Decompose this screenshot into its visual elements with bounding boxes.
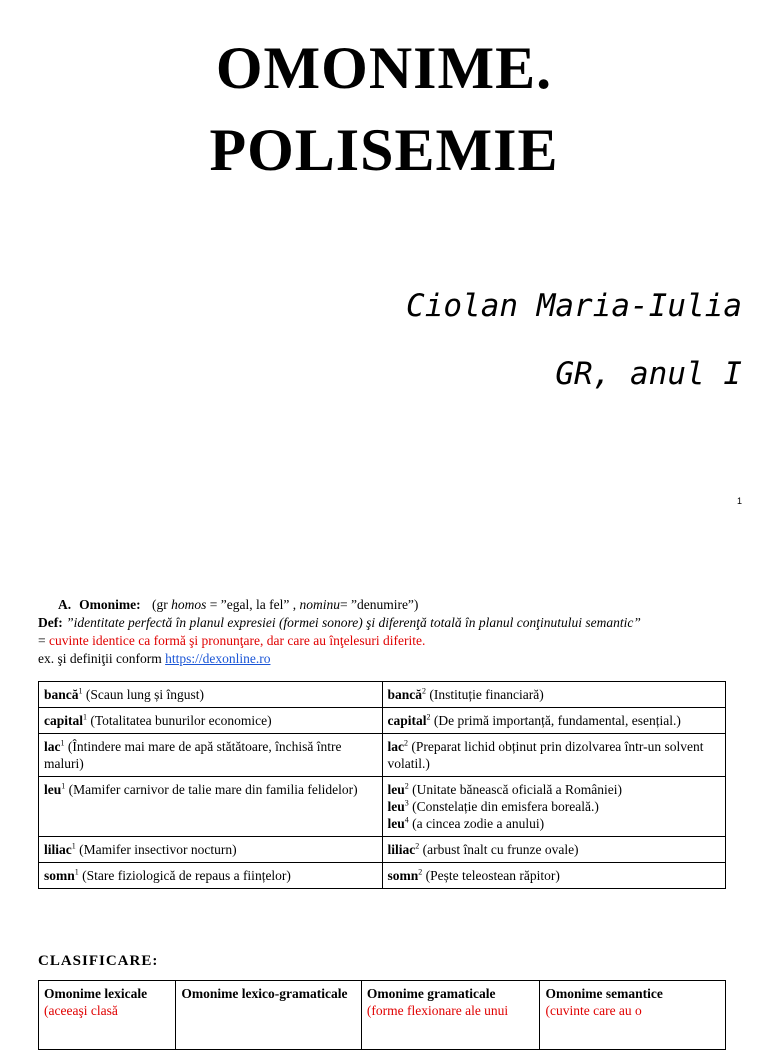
homonym-cell-left: capital$^1$ (Totalitatea bunurilor economice) [39, 708, 383, 734]
homonym-cell-left: leu$^1$ (Mamifer carnivor de talie mare din familia felidelor) [39, 777, 383, 837]
homonym-entry: bancă$^2$ (Instituție financiară) [387, 686, 544, 702]
homonym-definition: (Constelație din emisfera boreală.) [412, 799, 599, 814]
homonym-definition: (Mamifer carnivor de talie mare din familia felidelor) [68, 782, 358, 797]
classification-title: Omonime gramaticale [366, 986, 496, 1001]
definition-label: Def: [38, 615, 63, 630]
classification-column [176, 981, 361, 1050]
homonym-entry: somn$^2$ (Pește teleostean răpitor) [387, 867, 560, 883]
homonym-cell-left: bancă$^1$ (Scaun lung și îngust) [39, 682, 383, 708]
homonym-word: leu [387, 799, 405, 814]
homonym-entry: leu$^3$ (Constelație din emisfera boreală.) [387, 798, 599, 814]
definition [38, 614, 730, 632]
dexonline-link[interactable]: https://dexonline.ro [165, 651, 271, 666]
homonym-word: liliac [44, 842, 72, 857]
section-a-heading: A. Omonime: (gr homos = ”egal, la fel” , nominu= ”denumire”) [58, 597, 419, 612]
classification-column [540, 981, 726, 1050]
classification-title: Omonime semantice [545, 986, 663, 1001]
homonym-definition: (Întindere mai mare de apă stătătoare, închisă între maluri) [44, 739, 342, 771]
section-a [38, 596, 730, 668]
homonym-cell-left: somn$^1$ (Stare fiziologică de repaus a ființelor) [39, 863, 383, 889]
homonym-definition: (Pește teleostean răpitor) [425, 868, 560, 883]
table-row [39, 837, 726, 863]
homonym-definition: (Scaun lung și îngust) [85, 687, 205, 702]
title-line-2: POLISEMIE [209, 117, 559, 183]
homonym-cell-right [382, 708, 726, 734]
homonym-cell-left: lac$^1$ (Întindere mai mare de apă stătătoare, închisă între maluri) [39, 734, 383, 777]
classification-title: Omonime lexico-gramaticale [181, 986, 348, 1001]
table-row [39, 734, 726, 777]
homonym-cell-right [382, 863, 726, 889]
classification-note: (forme flexionare ale unui [366, 1003, 509, 1018]
homonym-word: bancă [387, 687, 423, 702]
homonym-definition: (Mamifer insectivor nocturn) [79, 842, 237, 857]
homonym-word: leu [387, 816, 405, 831]
homonym-definition: (Unitate bănească oficială a României) [412, 782, 623, 797]
homonym-definition: (a cincea zodie a anului) [412, 816, 545, 831]
page-number: 1 [736, 496, 742, 506]
homonym-word: bancă [44, 687, 79, 702]
homonym-word: lac [44, 739, 61, 754]
homonym-table [38, 681, 726, 889]
classification-title: Omonime lexicale [44, 986, 148, 1001]
author-group: GR, anul I [555, 356, 742, 392]
homonym-word: leu [44, 782, 62, 797]
homonym-word: somn [387, 868, 419, 883]
homonym-entry: leu$^4$ (a cincea zodie a anului) [387, 815, 545, 831]
title-line-1: OMONIME. [215, 35, 553, 101]
definition-summary: = cuvinte identice ca formă şi pronunţare, dar care au înţelesuri diferite. [38, 633, 426, 648]
homonym-word: lac [387, 739, 404, 754]
table-row [39, 708, 726, 734]
homonym-definition: (Preparat lichid obținut prin dizolvarea într-un solvent volatil.) [387, 739, 704, 771]
classification-column [39, 981, 176, 1050]
homonym-definition: (Instituție financiară) [429, 687, 544, 702]
classification-note: (aceeaşi clasă [44, 1003, 118, 1018]
homonym-definition: (Stare fiziologică de repaus a ființelor) [82, 868, 291, 883]
homonym-entry: capital$^2$ (De primă importanță, fundamental, esențial.) [387, 712, 681, 728]
homonym-entry: leu$^2$ (Unitate bănească oficială a României) [387, 781, 623, 797]
table-row [39, 777, 726, 837]
definition-text: ”identitate perfectă în planul expresiei (formei sonore) şi diferenţă totală în planul conţinutului semantic” [66, 615, 641, 630]
table-row [39, 682, 726, 708]
homonym-cell-right [382, 734, 726, 777]
classification-column [361, 981, 540, 1050]
homonym-cell-right [382, 837, 726, 863]
homonym-cell-left: liliac$^1$ (Mamifer insectivor nocturn) [39, 837, 383, 863]
homonym-word: capital [44, 713, 83, 728]
homonym-word: capital [387, 713, 427, 728]
section-marker: A. [58, 597, 72, 612]
definition-red-text: cuvinte identice ca formă şi pronunţare, dar care au înţelesuri diferite. [49, 633, 426, 648]
homonym-definition: (Totalitatea bunurilor economice) [90, 713, 272, 728]
homonym-definition: (arbust înalt cu frunze ovale) [422, 842, 579, 857]
homonym-word: liliac [387, 842, 416, 857]
section-title: Omonime: [79, 597, 141, 612]
table-row [39, 863, 726, 889]
homonym-entry: lac$^2$ (Preparat lichid obținut prin dizolvarea într-un solvent volatil.) [387, 738, 704, 771]
author-name: Ciolan Maria-Iulia [406, 288, 742, 324]
homonym-cell-right [382, 777, 726, 837]
homonym-word: leu [387, 782, 405, 797]
classification-table [38, 980, 726, 1050]
homonym-cell-right [382, 682, 726, 708]
homonym-word: somn [44, 868, 75, 883]
homonym-definition: (De primă importanță, fundamental, esențial.) [433, 713, 681, 728]
examples-line: ex. şi definiţii conform https://dexonline.ro [38, 651, 271, 666]
classification-note: (cuvinte care au o [545, 1003, 642, 1018]
classification-heading: CLASIFICARE: [38, 953, 159, 969]
homonym-entry: liliac$^2$ (arbust înalt cu frunze ovale) [387, 841, 579, 857]
